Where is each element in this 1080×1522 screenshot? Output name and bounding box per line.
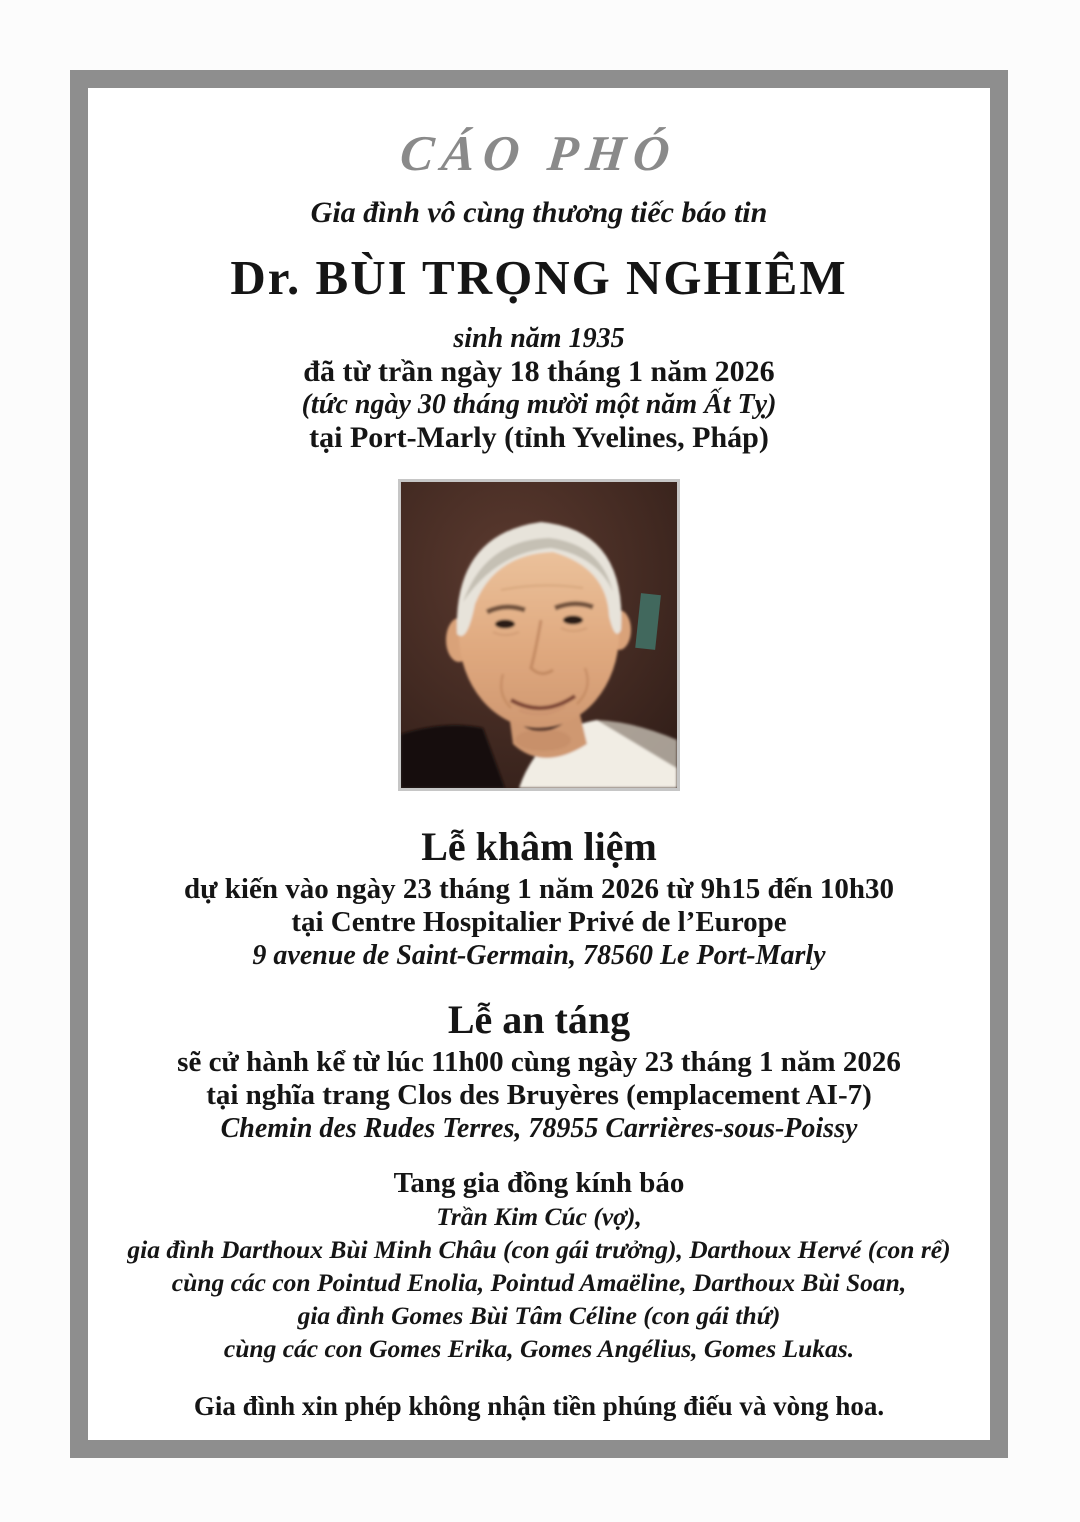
- family-heading: Tang gia đồng kính báo: [393, 1167, 685, 1199]
- no-flowers-note: Gia đình xin phép không nhận tiền phúng điếu và vòng hoa.: [193, 1391, 885, 1421]
- obituary-frame: [70, 70, 1008, 1458]
- ceremony-title-an-tang: Lễ an táng: [447, 997, 631, 1042]
- ceremony-line: tại nghĩa trang Clos des Bruyères (emplacement AI-7): [206, 1079, 872, 1111]
- family-member-line: gia đình Darthoux Bùi Minh Châu (con gái trưởng), Darthoux Hervé (con rể): [127, 1235, 951, 1264]
- ceremony-title-kham-liem: Lễ khâm liệm: [421, 824, 657, 869]
- portrait-photo: [398, 479, 680, 791]
- deceased-name: Dr. BÙI TRỌNG NGHIÊM: [230, 250, 848, 305]
- obituary-content: [88, 126, 990, 1458]
- family-member-line: cùng các con Pointud Enolia, Pointud Amaëline, Darthoux Bùi Soan,: [171, 1268, 907, 1297]
- ceremony-line: dự kiến vào ngày 23 tháng 1 năm 2026 từ 9h15 đến 10h30: [184, 873, 894, 905]
- announcement-line: Gia đình vô cùng thương tiếc báo tin: [310, 196, 768, 229]
- lunar-date-line: (tức ngày 30 tháng mười một năm Ất Tỵ): [301, 389, 777, 420]
- death-date-line: đã từ trần ngày 18 tháng 1 năm 2026: [303, 355, 775, 388]
- obituary-title: CÁO PHÓ: [397, 125, 681, 181]
- death-place-line: tại Port-Marly (tỉnh Yvelines, Pháp): [309, 421, 769, 454]
- family-member-line: Trần Kim Cúc (vợ),: [436, 1202, 642, 1231]
- birth-year-line: sinh năm 1935: [453, 323, 625, 354]
- family-member-line: cùng các con Gomes Erika, Gomes Angélius, Gomes Lukas.: [223, 1334, 855, 1363]
- ceremony-line: sẽ cử hành kể từ lúc 11h00 cùng ngày 23 tháng 1 năm 2026: [177, 1046, 901, 1078]
- family-member-line: gia đình Gomes Bùi Tâm Céline (con gái thứ): [297, 1301, 781, 1330]
- ceremony-address: 9 avenue de Saint-Germain, 78560 Le Port-Marly: [252, 940, 826, 971]
- ceremony-address: Chemin des Rudes Terres, 78955 Carrières-sous-Poissy: [220, 1113, 858, 1144]
- portrait-illustration: [401, 482, 677, 788]
- ceremony-line: tại Centre Hospitalier Privé de l’Europe: [291, 906, 787, 938]
